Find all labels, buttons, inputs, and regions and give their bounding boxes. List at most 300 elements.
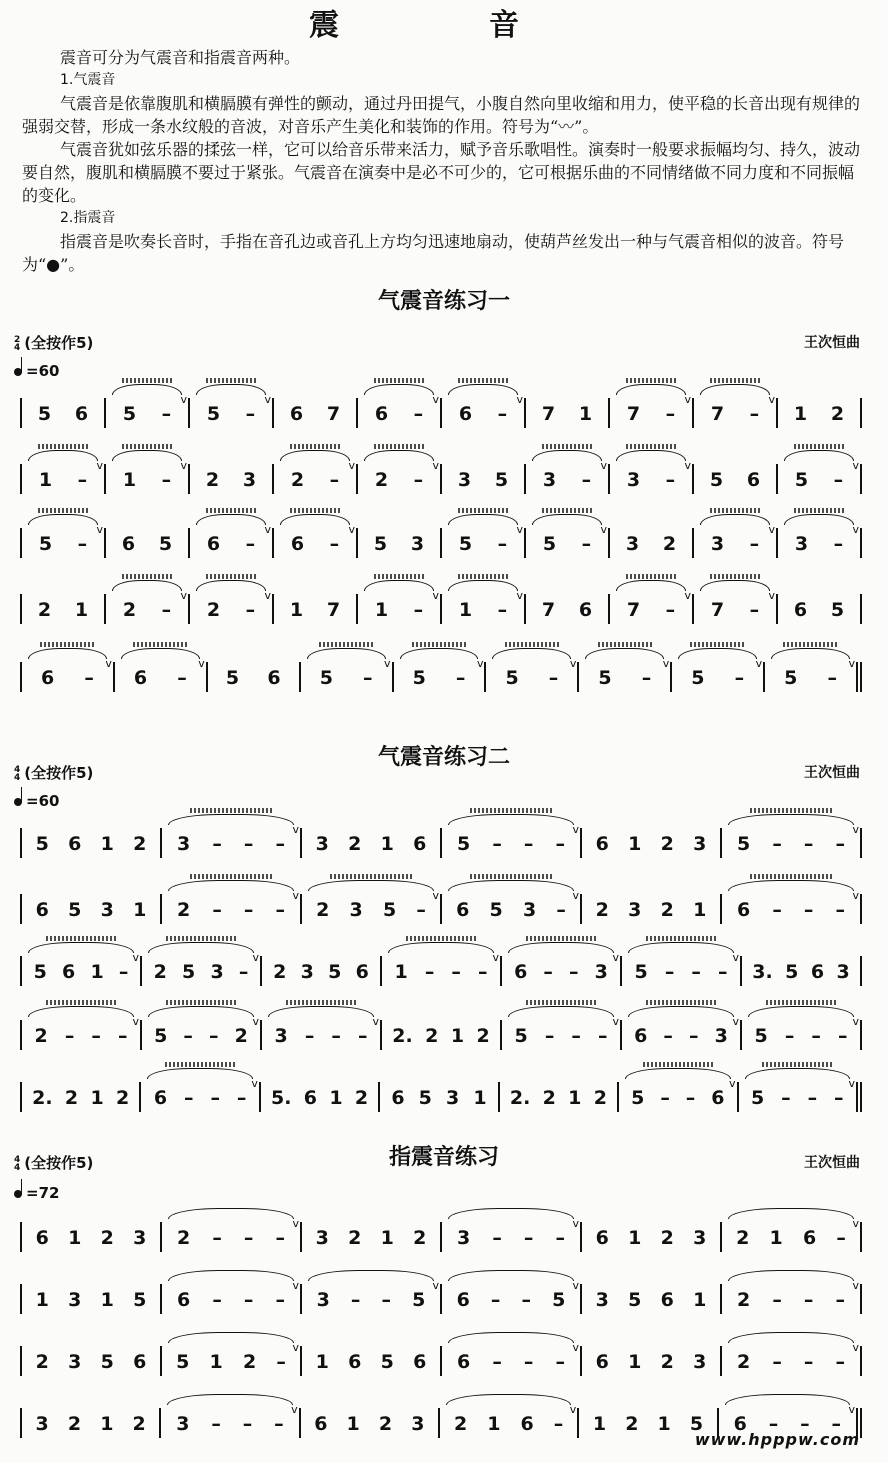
note-digit: 6 — [660, 1289, 674, 1311]
breath-mark: v — [852, 459, 859, 472]
note-digit: 1 — [209, 1351, 223, 1373]
note-digit: 5 — [418, 1087, 432, 1109]
note-digit: 6 — [35, 1227, 49, 1249]
vibrato-mark — [526, 1000, 597, 1005]
note-digit: – — [329, 533, 340, 555]
note-digit: 2 — [737, 1351, 751, 1373]
note-digit: – — [569, 961, 579, 983]
slur-mark — [448, 1208, 574, 1219]
slur-mark — [121, 648, 200, 659]
staff-row — [20, 448, 862, 494]
note-digit: – — [357, 1025, 368, 1047]
staff-row — [20, 512, 862, 558]
measure — [20, 1408, 161, 1438]
note-digit: 2 — [354, 1087, 369, 1109]
note-digit: 3 — [315, 1227, 329, 1249]
note-digit: 6 — [121, 533, 136, 555]
note-digit: 3 — [300, 961, 314, 983]
vibrato-mark — [46, 936, 117, 941]
breath-mark: v — [684, 393, 691, 406]
note-digit: 2 — [660, 1351, 674, 1373]
staff-row — [20, 1004, 862, 1050]
slur-mark — [678, 648, 757, 659]
note-digit: – — [242, 1413, 253, 1435]
measure — [20, 1346, 162, 1376]
breath-mark: v — [432, 589, 439, 602]
exercise-title: 气震音练习一 — [377, 289, 510, 314]
measure — [694, 393, 778, 428]
note-digit: 5 — [691, 667, 705, 689]
note-digit: 2 — [625, 1413, 639, 1435]
intro-text — [22, 46, 862, 276]
note-digit: – — [161, 469, 172, 491]
note-digit: – — [833, 1087, 844, 1109]
note-digit: 6 — [374, 403, 389, 425]
page-title: 震 音 — [309, 8, 579, 43]
breath-mark: v — [180, 393, 187, 406]
measure — [582, 1222, 722, 1252]
note-digit: 3 — [446, 1087, 460, 1109]
note-digit: – — [827, 667, 837, 689]
note-digit: – — [497, 599, 508, 621]
measure — [162, 1279, 302, 1314]
note-digit: 2 — [660, 833, 674, 855]
exercise-title: 指震音练习 — [388, 1145, 499, 1170]
note-digit: 6 — [74, 403, 89, 425]
composer-credit: 王次恒曲 — [804, 1155, 860, 1171]
note-digit: – — [77, 533, 88, 555]
slur-mark — [308, 1270, 434, 1281]
note-digit: – — [243, 1227, 254, 1249]
vibrato-mark — [794, 508, 843, 513]
breath-mark: v — [732, 1015, 739, 1028]
measure — [161, 1403, 300, 1438]
note-digit: 6 — [595, 833, 609, 855]
vibrato-mark — [458, 378, 507, 383]
breath-mark: v — [572, 823, 579, 836]
slur-mark — [196, 384, 266, 395]
note-digit: – — [413, 403, 424, 425]
note-digit: – — [597, 1025, 608, 1047]
breath-mark: v — [729, 1077, 736, 1090]
vibrato-mark — [626, 378, 675, 383]
note-digit: 3. — [752, 961, 773, 983]
note-digit: 5 — [784, 667, 798, 689]
note-digit: – — [413, 469, 424, 491]
vibrato-mark — [122, 574, 171, 579]
measure — [526, 523, 610, 558]
slur-mark — [167, 1394, 292, 1405]
note-digit: – — [91, 1025, 101, 1047]
slur-mark — [112, 580, 182, 591]
breath-mark: v — [852, 1279, 859, 1292]
note-digit: – — [523, 1351, 534, 1373]
vibrato-mark — [374, 444, 423, 449]
vibrato-mark — [690, 642, 745, 647]
measure — [106, 459, 190, 494]
note-digit: – — [555, 1227, 565, 1249]
note-digit: 5 — [505, 667, 519, 689]
vibrato-mark — [46, 1000, 117, 1005]
breath-mark: v — [348, 459, 355, 472]
note-digit: 3 — [628, 899, 642, 921]
measure — [190, 464, 274, 494]
note-digit: 5 — [750, 1087, 765, 1109]
measure — [142, 1015, 262, 1050]
note-digit: – — [492, 1351, 502, 1373]
measure — [442, 889, 582, 924]
breath-mark: v — [264, 589, 271, 602]
measure — [610, 528, 694, 558]
note-digit: – — [212, 899, 222, 921]
note-digit: 2 — [830, 403, 845, 425]
note-digit: – — [664, 961, 675, 983]
note-digit: 1 — [346, 1413, 360, 1435]
note-digit: – — [184, 1087, 194, 1109]
intro-paragraph: 指震音是吹奏长音时，手指在音孔边或音孔上方均匀迅速地扇动，使葫芦丝发出一种与气震音相似的波音。符号为“●”。 — [22, 232, 845, 274]
note-digit: – — [497, 533, 508, 555]
note-digit: 3 — [710, 533, 725, 555]
note-digit: 1 — [90, 961, 104, 983]
slur-mark — [280, 450, 350, 461]
note-digit: 2 — [205, 469, 220, 491]
note-digit: 5 — [514, 1025, 528, 1047]
measure — [20, 894, 162, 924]
note-digit: – — [660, 1087, 670, 1109]
note-digit: – — [451, 961, 461, 983]
note-digit: 2 — [177, 899, 191, 921]
slur-mark — [748, 1006, 854, 1017]
measure — [765, 657, 862, 692]
note-digit: 6 — [68, 833, 82, 855]
note-digit: 1 — [578, 403, 593, 425]
quarter-note-icon — [14, 368, 22, 376]
note-digit: – — [413, 599, 424, 621]
note-digit: – — [665, 599, 676, 621]
slur-mark — [616, 384, 686, 395]
note-digit: – — [183, 1025, 193, 1047]
note-digit: 1 — [394, 961, 408, 983]
note-digit: – — [548, 667, 559, 689]
note-digit: 1 — [769, 1227, 783, 1249]
note-digit: 1 — [450, 1025, 465, 1047]
note-digit: – — [784, 1025, 795, 1047]
note-digit: – — [64, 1025, 75, 1047]
breath-mark: v — [292, 889, 299, 902]
breath-mark: v — [852, 823, 859, 836]
measure — [526, 398, 610, 428]
note-digit: 6 — [456, 1289, 470, 1311]
measure — [20, 1222, 162, 1252]
note-digit: – — [245, 533, 256, 555]
note-digit: – — [543, 961, 553, 983]
note-digit: 3 — [411, 1413, 425, 1435]
vibrato-mark — [290, 444, 339, 449]
breath-mark: v — [848, 1077, 855, 1090]
note-digit: 5 — [598, 667, 612, 689]
slur-mark — [448, 384, 518, 395]
note-digit: 1 — [90, 1087, 104, 1109]
note-digit: 2 — [316, 899, 330, 921]
measure — [672, 657, 765, 692]
note-digit: – — [803, 1351, 814, 1373]
note-digit: 5 — [737, 833, 751, 855]
vibrato-mark — [505, 642, 560, 647]
slur-mark — [728, 814, 854, 825]
note-digit: 2 — [660, 1227, 674, 1249]
breath-mark: v — [516, 393, 523, 406]
note-digit: 2 — [234, 1025, 248, 1047]
note-digit: – — [490, 1289, 501, 1311]
slur-mark — [616, 580, 686, 591]
measure — [722, 1217, 862, 1252]
note-digit: – — [556, 899, 566, 921]
breath-mark: v — [848, 657, 856, 670]
note-digit: 2 — [374, 469, 389, 491]
vibrato-mark — [470, 808, 553, 813]
note-digit: 5 — [689, 1413, 704, 1435]
note-digit: 5 — [154, 1025, 168, 1047]
note-digit: 6 — [456, 899, 470, 921]
slur-mark — [364, 384, 434, 395]
measure — [582, 1284, 722, 1314]
measure — [610, 393, 694, 428]
note-digit: – — [581, 469, 592, 491]
measure — [358, 528, 442, 558]
measure — [778, 594, 862, 624]
note-digit: 1 — [693, 1289, 707, 1311]
measure — [358, 393, 442, 428]
vibrato-mark — [190, 808, 273, 813]
slur-mark — [448, 580, 518, 591]
note-digit: 1 — [100, 833, 114, 855]
staff-row — [20, 878, 862, 924]
measure — [20, 398, 106, 428]
measure — [302, 1346, 442, 1376]
measure — [141, 1077, 260, 1112]
slur-mark — [112, 384, 182, 395]
note-digit: 1 — [628, 1227, 642, 1249]
measure — [442, 1217, 582, 1252]
slur-mark — [364, 450, 434, 461]
note-digit: 2. — [32, 1087, 53, 1109]
note-digit: – — [772, 899, 782, 921]
vibrato-mark — [286, 1000, 357, 1005]
measure — [261, 1082, 380, 1112]
vibrato-mark — [38, 508, 87, 513]
note-digit: 3 — [542, 469, 557, 491]
slur-mark — [148, 942, 254, 953]
note-digit: 1 — [289, 599, 304, 621]
note-digit: 1 — [487, 1413, 501, 1435]
note-digit: 5 — [785, 961, 799, 983]
measure — [302, 889, 442, 924]
watermark: www.hpppw.com — [694, 1430, 860, 1449]
slur-mark — [616, 450, 686, 461]
breath-mark: v — [432, 1279, 439, 1292]
measure — [301, 1408, 440, 1438]
vibrato-mark — [40, 642, 95, 647]
note-digit: 6 — [289, 403, 304, 425]
slur-mark — [508, 1006, 614, 1017]
measure — [142, 951, 262, 986]
note-digit: 3 — [176, 1413, 190, 1435]
note-digit: – — [835, 1351, 845, 1373]
note-digit: – — [455, 667, 466, 689]
vibrato-mark — [643, 1062, 713, 1067]
measure — [622, 951, 742, 986]
note-digit: 3 — [316, 1289, 330, 1311]
note-digit: 6 — [206, 533, 221, 555]
note-digit: – — [691, 961, 701, 983]
note-digit: – — [555, 1351, 565, 1373]
note-digit: 6 — [634, 1025, 648, 1047]
note-digit: 7 — [626, 403, 641, 425]
note-digit: – — [243, 1289, 254, 1311]
note-digit: 5 — [412, 1289, 426, 1311]
note-digit: 6 — [578, 599, 593, 621]
measure — [190, 523, 274, 558]
note-digit: 2 — [476, 1025, 490, 1047]
note-digit: 3 — [457, 469, 472, 491]
note-digit: – — [381, 1289, 392, 1311]
note-digit: 5 — [494, 469, 509, 491]
note-digit: 5 — [122, 403, 137, 425]
measure — [262, 956, 382, 986]
measure — [106, 528, 190, 558]
breath-mark: v — [600, 459, 607, 472]
slur-mark — [448, 1270, 574, 1281]
slur-mark — [745, 1068, 850, 1079]
breath-mark: v — [132, 1015, 139, 1028]
note-digit: 7 — [326, 599, 341, 621]
breath-mark: v — [852, 1217, 859, 1230]
note-digit: – — [835, 1289, 845, 1311]
note-digit: – — [807, 1087, 818, 1109]
note-digit: 6 — [153, 1087, 168, 1109]
slur-mark — [388, 942, 494, 953]
section-heading: 2.指震音 — [60, 210, 116, 226]
note-digit: 6 — [514, 961, 528, 983]
note-digit: 5 — [542, 533, 557, 555]
note-digit: 3 — [177, 833, 191, 855]
note-digit: – — [492, 833, 502, 855]
breath-mark: v — [105, 657, 112, 670]
note-digit: 5 — [373, 533, 388, 555]
breath-mark: v — [572, 1279, 579, 1292]
measure — [778, 398, 862, 428]
key-note: (全按作5) — [24, 334, 94, 352]
measure — [302, 1222, 442, 1252]
note-digit: 6 — [595, 1227, 609, 1249]
slur-mark — [508, 942, 614, 953]
breath-mark: v — [612, 1015, 619, 1028]
breath-mark: v — [516, 589, 523, 602]
measure — [115, 657, 208, 692]
note-digit: – — [803, 1289, 814, 1311]
note-digit: – — [571, 1025, 581, 1047]
measure — [694, 589, 778, 624]
slur-mark — [168, 1208, 294, 1219]
note-digit: 1 — [68, 1227, 82, 1249]
breath-mark: v — [96, 459, 103, 472]
note-digit: 2 — [662, 533, 677, 555]
slur-mark — [196, 514, 266, 525]
breath-mark: v — [432, 889, 439, 902]
measure — [582, 894, 722, 924]
vibrato-mark — [710, 508, 759, 513]
note-digit: 5 — [709, 469, 724, 491]
breath-mark: v — [600, 523, 607, 536]
measure — [106, 393, 190, 428]
slur-mark — [448, 1332, 574, 1343]
measure — [20, 828, 162, 858]
slur-mark — [28, 514, 98, 525]
measure — [486, 657, 579, 692]
vibrato-mark — [794, 444, 843, 449]
slur-mark — [728, 1332, 854, 1343]
note-digit: – — [803, 833, 814, 855]
note-digit: 1 — [568, 1087, 582, 1109]
note-digit: – — [497, 403, 508, 425]
slur-mark — [308, 880, 434, 891]
note-digit: 3 — [35, 1413, 49, 1435]
note-digit: 6 — [733, 1413, 747, 1435]
slur-mark — [280, 514, 350, 525]
note-digit: 2 — [35, 1351, 49, 1373]
note-digit: – — [749, 533, 760, 555]
note-digit: 2 — [132, 1413, 146, 1435]
section-heading: 1.气震音 — [60, 72, 116, 88]
vibrato-mark — [122, 444, 171, 449]
measure — [442, 464, 526, 494]
note-digit: 5 — [319, 667, 333, 689]
note-digit: 6 — [41, 667, 55, 689]
vibrato-mark — [206, 508, 255, 513]
note-digit: 6 — [793, 599, 808, 621]
note-digit: 2 — [122, 599, 137, 621]
slur-mark — [532, 514, 602, 525]
measure — [20, 523, 106, 558]
breath-mark: v — [292, 823, 299, 836]
note-digit: 5 — [158, 533, 173, 555]
note-digit: 5 — [489, 899, 503, 921]
note-digit: 7 — [541, 599, 556, 621]
breath-mark: v — [768, 589, 775, 602]
note-digit: 6 — [737, 899, 751, 921]
vibrato-mark — [783, 642, 838, 647]
slur-mark — [168, 880, 294, 891]
breath-mark: v — [684, 589, 691, 602]
note-digit: 5 — [628, 1289, 642, 1311]
note-digit: 6 — [802, 1227, 817, 1249]
measure — [526, 459, 610, 494]
note-digit: – — [831, 1413, 841, 1435]
vibrato-mark — [190, 874, 273, 879]
note-digit: 6 — [458, 403, 473, 425]
note-digit: 6 — [413, 833, 427, 855]
note-digit: 3 — [457, 1227, 471, 1249]
measure — [579, 657, 672, 692]
vibrato-mark — [412, 642, 467, 647]
measure — [162, 1341, 302, 1376]
note-digit: – — [749, 403, 760, 425]
staff-row — [20, 646, 862, 692]
intro-paragraph: 气震音犹如弦乐器的揉弦一样，它可以给音乐带来活力，赋予音乐歌唱性。演奏时一般要求振幅均匀、持久，波动要自然，腹肌和横膈膜不要过于紧张。气震音在演奏中是必不可少的，它可根据乐曲的不同情绪做不同力度和不同振幅的变化。 — [22, 140, 861, 205]
breath-mark: v — [432, 393, 439, 406]
note-digit: 3 — [315, 833, 329, 855]
note-digit: 7 — [326, 403, 341, 425]
